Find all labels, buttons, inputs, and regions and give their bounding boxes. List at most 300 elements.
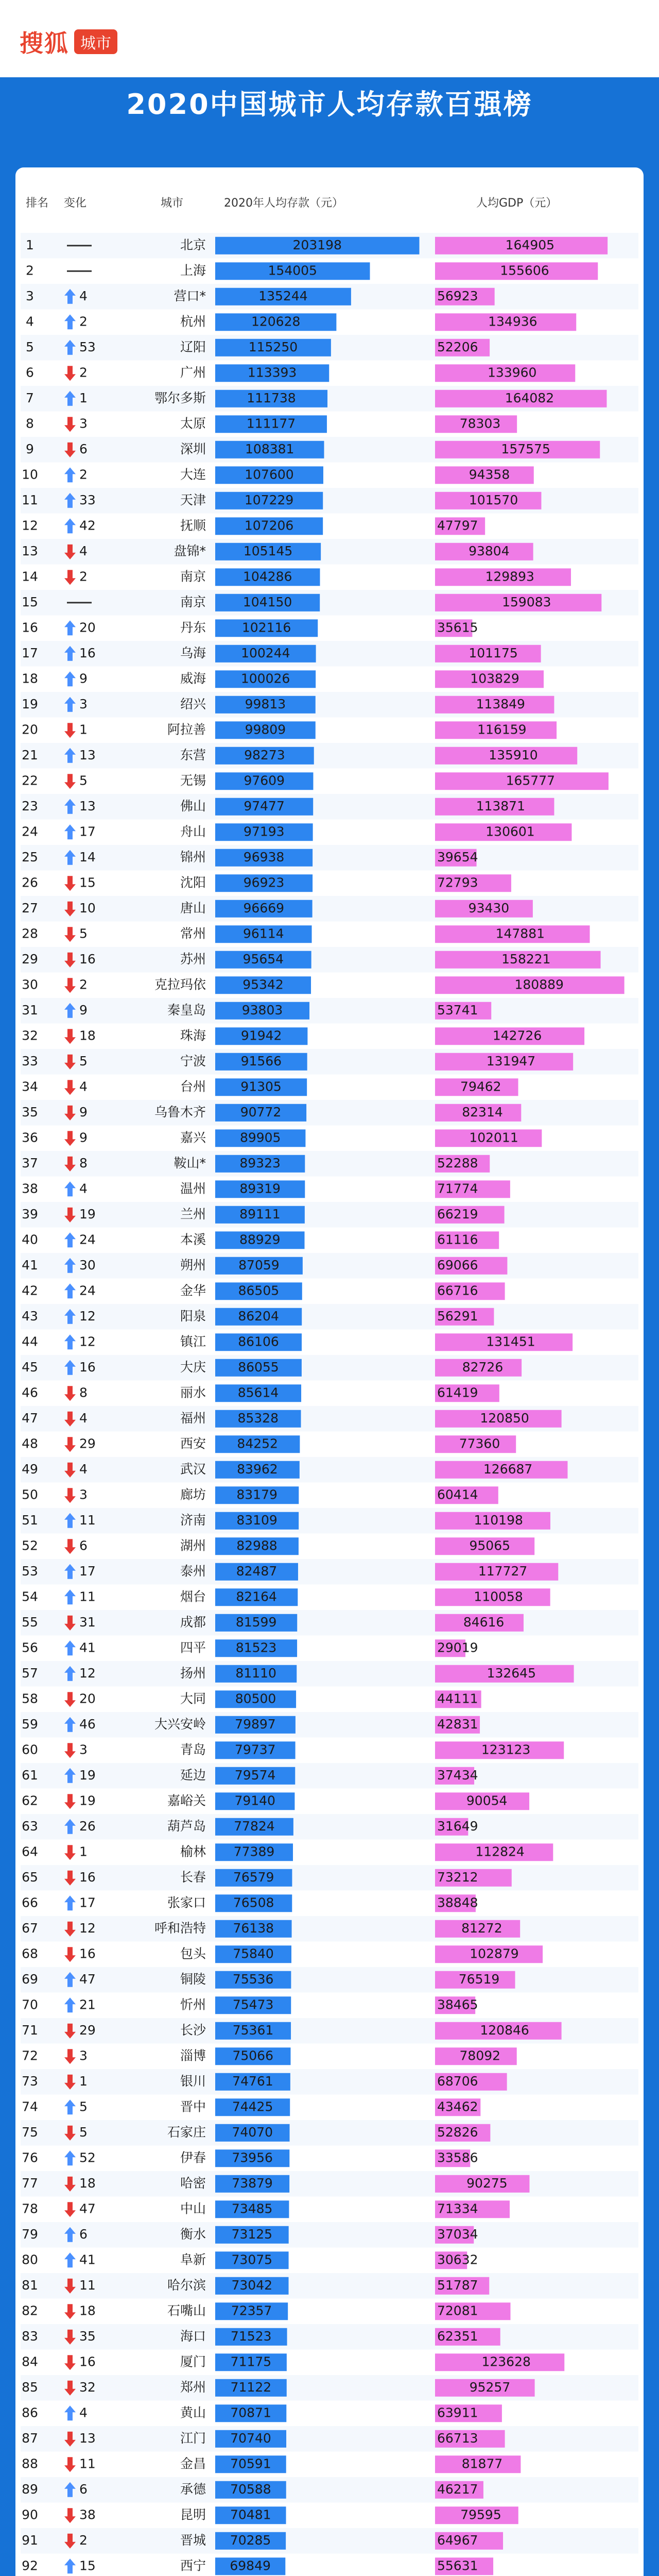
city-label: 乌鲁木齐 <box>154 1104 206 1120</box>
deposit-value: 96114 <box>243 926 284 941</box>
deposit-value: 74761 <box>232 2073 273 2089</box>
deposit-value: 81599 <box>235 1614 277 1630</box>
city-label: 辽阳 <box>180 339 206 354</box>
arrow-up-icon <box>64 2099 76 2114</box>
gdp-value: 56291 <box>437 1308 478 1324</box>
arrow-down-icon <box>64 2304 76 2319</box>
gdp-value: 37434 <box>437 1767 478 1783</box>
city-label: 大兴安岭 <box>154 1716 206 1732</box>
deposit-value: 81110 <box>235 1665 276 1681</box>
deposit-value: 107229 <box>244 492 294 507</box>
gdp-value: 60414 <box>437 1487 478 1502</box>
change-label: 15 <box>79 2558 96 2573</box>
gdp-value: 39654 <box>437 849 478 865</box>
city-label: 唐山 <box>180 900 206 916</box>
city-label: 佛山 <box>180 798 206 814</box>
row-background <box>21 1610 638 1636</box>
deposit-value: 86106 <box>238 1334 279 1349</box>
gdp-value: 155606 <box>500 263 549 278</box>
row-background <box>21 1253 638 1279</box>
deposit-value: 76579 <box>233 1869 274 1885</box>
change-label: 47 <box>79 2201 96 2216</box>
row-background <box>21 2069 638 2095</box>
deposit-value: 75473 <box>232 1997 274 2012</box>
rank-label: 3 <box>26 288 34 303</box>
rank-label: 81 <box>22 2277 38 2293</box>
city-label: 张家口 <box>167 1895 206 1910</box>
arrow-up-icon <box>64 824 76 839</box>
city-label: 西宁 <box>180 2558 206 2573</box>
deposit-value: 72357 <box>231 2303 272 2318</box>
deposit-value: 79574 <box>234 1767 276 1783</box>
change-label: 3 <box>79 1487 88 1502</box>
deposit-value: 82164 <box>236 1589 277 1604</box>
city-label: 葫芦岛 <box>167 1818 206 1834</box>
city-label: 嘉峪关 <box>167 1793 206 1808</box>
city-label: 天津 <box>180 492 206 507</box>
gdp-value: 55631 <box>437 2558 478 2573</box>
city-label: 深圳 <box>180 441 206 456</box>
rank-label: 31 <box>22 1002 38 1018</box>
city-label: 朔州 <box>180 1257 206 1273</box>
deposit-value: 77824 <box>234 1818 275 1834</box>
change-label: 13 <box>79 2430 96 2446</box>
rank-label: 72 <box>22 2048 38 2063</box>
city-label: 湖州 <box>180 1538 206 1553</box>
change-label: 24 <box>79 1232 96 1247</box>
rank-label: 60 <box>22 1742 38 1757</box>
rank-label: 18 <box>22 671 38 686</box>
gdp-value: 29019 <box>437 1640 478 1655</box>
arrow-up-icon <box>64 1181 76 1196</box>
deposit-value: 104286 <box>243 569 292 584</box>
gdp-value: 101175 <box>469 645 518 660</box>
deposit-value: 73956 <box>232 2150 273 2165</box>
city-label: 珠海 <box>180 1028 206 1043</box>
gdp-value: 81272 <box>461 1920 502 1936</box>
deposit-value: 73485 <box>231 2201 273 2216</box>
column-rank: 排名 <box>26 197 49 210</box>
change-label: 5 <box>79 926 88 941</box>
deposit-value: 82487 <box>236 1563 278 1579</box>
change-label: 2 <box>79 314 88 329</box>
gdp-value: 131947 <box>486 1053 536 1069</box>
arrow-up-icon <box>64 2252 76 2267</box>
city-label: 泰州 <box>180 1563 206 1579</box>
deposit-value: 79897 <box>235 1716 276 1732</box>
change-label: 29 <box>79 1436 96 1451</box>
gdp-value: 130601 <box>485 824 535 839</box>
gdp-value: 120850 <box>480 1410 529 1426</box>
rank-label: 74 <box>22 2099 38 2114</box>
gdp-value: 71774 <box>437 1181 478 1196</box>
city-label: 广州 <box>180 365 206 380</box>
city-label: 秦皇岛 <box>167 1002 206 1018</box>
city-label: 延边 <box>180 1767 206 1783</box>
gdp-value: 78092 <box>459 2048 501 2063</box>
change-label: 2 <box>79 569 88 584</box>
change-label: 31 <box>79 1614 96 1630</box>
rank-label: 87 <box>22 2430 38 2446</box>
rank-label: 22 <box>22 773 38 788</box>
deposit-value: 93803 <box>241 1002 283 1018</box>
gdp-value: 71334 <box>437 2201 478 2216</box>
change-label: 24 <box>79 1283 96 1298</box>
deposit-value: 96923 <box>243 875 285 890</box>
rank-label: 90 <box>22 2507 38 2522</box>
deposit-value: 108381 <box>245 441 294 456</box>
gdp-value: 56923 <box>437 288 478 303</box>
gdp-value: 62351 <box>437 2328 478 2344</box>
rank-label: 12 <box>22 518 38 533</box>
deposit-value: 73075 <box>231 2252 273 2267</box>
change-label: 19 <box>79 1793 96 1808</box>
change-label: 52 <box>79 2150 96 2165</box>
city-label: 本溪 <box>180 1232 206 1247</box>
rank-label: 32 <box>22 1028 38 1043</box>
change-label: 4 <box>79 1461 88 1477</box>
gdp-value: 180889 <box>514 977 564 992</box>
rank-label: 34 <box>22 1079 38 1094</box>
city-label: 淄博 <box>180 2048 206 2063</box>
deposit-value: 75536 <box>232 1971 274 1987</box>
city-label: 沈阳 <box>180 875 206 890</box>
deposit-value: 89111 <box>239 1206 281 1222</box>
gdp-value: 110058 <box>474 1589 523 1604</box>
change-label: 6 <box>79 2481 88 2497</box>
arrow-down-icon <box>64 1437 76 1452</box>
city-label: 阳泉 <box>180 1308 206 1324</box>
rank-label: 66 <box>22 1895 38 1910</box>
change-label: 1 <box>79 722 88 737</box>
arrow-up-icon <box>64 671 76 686</box>
deposit-value: 81523 <box>235 1640 277 1655</box>
rank-label: 65 <box>22 1869 38 1885</box>
gdp-value: 117727 <box>478 1563 528 1579</box>
deposit-value: 97477 <box>244 798 285 814</box>
arrow-down-icon <box>64 1029 76 1044</box>
gdp-value: 76519 <box>458 1971 500 1987</box>
row-background <box>21 1712 638 1738</box>
rank-label: 42 <box>22 1283 38 1298</box>
sohu-logo[interactable] <box>20 25 117 59</box>
deposit-value: 86204 <box>238 1308 279 1324</box>
gdp-value: 31649 <box>437 1818 478 1834</box>
deposit-value: 82988 <box>236 1538 278 1553</box>
city-label: 成都 <box>180 1614 206 1630</box>
row-background <box>21 2171 638 2197</box>
rank-label: 2 <box>26 263 34 278</box>
gdp-value: 42831 <box>437 1716 478 1732</box>
deposit-value: 73042 <box>231 2277 273 2293</box>
change-label: 2 <box>79 2532 88 2548</box>
row-background <box>21 2120 638 2146</box>
rank-label: 23 <box>22 798 38 814</box>
rank-label: 15 <box>22 594 38 609</box>
arrow-up-icon <box>64 1997 76 2012</box>
city-label: 温州 <box>180 1181 206 1196</box>
arrow-up-icon <box>64 2150 76 2165</box>
city-label: 黄山 <box>180 2405 206 2420</box>
change-label: 17 <box>79 1563 96 1579</box>
column-gdp: 人均GDP（元） <box>476 197 558 210</box>
city-label: 忻州 <box>180 1997 206 2012</box>
column-city: 城市 <box>161 197 184 210</box>
city-label: 嘉兴 <box>180 1130 206 1145</box>
change-label: 32 <box>79 2379 96 2395</box>
deposit-value: 154005 <box>268 263 317 278</box>
gdp-value: 84616 <box>463 1614 505 1630</box>
gdp-value: 37034 <box>437 2226 478 2242</box>
deposit-value: 75361 <box>232 2022 274 2038</box>
arrow-down-icon <box>64 1488 76 1503</box>
rank-label: 91 <box>22 2532 38 2548</box>
change-label: 2 <box>79 467 88 482</box>
change-label: 3 <box>79 1742 88 1757</box>
rank-label: 68 <box>22 1946 38 1961</box>
deposit-value: 76138 <box>233 1920 274 1936</box>
deposit-value: 102116 <box>241 620 291 635</box>
row-background <box>21 2477 638 2503</box>
city-label: 威海 <box>180 671 206 686</box>
rank-label: 59 <box>22 1716 38 1732</box>
city-label: 晋城 <box>180 2532 206 2548</box>
gdp-value: 47797 <box>437 518 478 533</box>
city-label: 哈密 <box>180 2175 206 2191</box>
rank-label: 46 <box>22 1385 38 1400</box>
city-label: 鄂尔多斯 <box>154 390 206 405</box>
row-background <box>21 998 638 1024</box>
gdp-value: 38848 <box>437 1895 478 1910</box>
rank-label: 45 <box>22 1359 38 1375</box>
city-label: 铜陵 <box>180 1971 206 1987</box>
city-label: 锦州 <box>180 849 206 865</box>
change-label: 3 <box>79 2048 88 2063</box>
city-label: 扬州 <box>180 1665 206 1681</box>
city-label: 营口* <box>174 288 206 303</box>
change-label: 12 <box>79 1920 96 1936</box>
city-label: 抚顺 <box>180 518 206 533</box>
change-label: 4 <box>79 1079 88 1094</box>
gdp-value: 52288 <box>437 1155 478 1171</box>
row-background <box>21 2375 638 2401</box>
deposit-value: 73879 <box>232 2175 273 2191</box>
city-label: 四平 <box>180 1640 206 1655</box>
city-label: 福州 <box>180 1410 206 1426</box>
gdp-value: 64967 <box>437 2532 478 2548</box>
change-label: 33 <box>79 492 96 507</box>
gdp-value: 131451 <box>486 1334 535 1349</box>
deposit-value: 77389 <box>233 1844 275 1859</box>
deposit-value: 70481 <box>230 2507 271 2522</box>
gdp-value: 73212 <box>437 1869 478 1885</box>
gdp-value: 134936 <box>488 314 537 329</box>
gdp-value: 66713 <box>437 2430 478 2446</box>
gdp-value: 132645 <box>487 1665 536 1681</box>
city-label: 大连 <box>180 467 206 482</box>
deposit-value: 70285 <box>230 2532 271 2548</box>
change-label: 1 <box>79 390 88 405</box>
rank-label: 75 <box>22 2124 38 2140</box>
row-background <box>21 1355 638 1381</box>
change-label: 1 <box>79 1844 88 1859</box>
change-label: 5 <box>79 2099 88 2114</box>
logo-badge: 城市 <box>74 29 117 54</box>
city-label: 绍兴 <box>180 696 206 711</box>
city-label: 乌海 <box>180 645 206 660</box>
change-label: 15 <box>79 875 96 890</box>
city-label: 哈尔滨 <box>167 2277 206 2293</box>
city-label: 舟山 <box>180 824 206 839</box>
arrow-up-icon <box>64 518 76 533</box>
gdp-value: 93804 <box>469 543 510 558</box>
city-label: 榆林 <box>180 1844 206 1859</box>
gdp-value: 66716 <box>437 1283 478 1298</box>
change-label: 16 <box>79 1359 96 1375</box>
city-label: 伊春 <box>180 2150 206 2165</box>
city-label: 鞍山* <box>174 1155 206 1171</box>
arrow-down-icon <box>64 2508 76 2523</box>
rank-label: 37 <box>22 1155 38 1171</box>
gdp-value: 126687 <box>483 1461 533 1477</box>
gdp-value: 44111 <box>437 1691 478 1706</box>
rank-label: 49 <box>22 1461 38 1477</box>
rank-label: 92 <box>22 2558 38 2573</box>
deposit-value: 95342 <box>242 977 284 992</box>
deposit-value: 74425 <box>232 2099 273 2114</box>
arrow-down-icon <box>64 723 76 738</box>
city-label: 西安 <box>180 1436 206 1451</box>
deposit-value: 75066 <box>232 2048 274 2063</box>
arrow-down-icon <box>64 927 76 942</box>
deposit-value: 69849 <box>230 2558 271 2573</box>
city-label: 昆明 <box>180 2507 206 2522</box>
deposit-value: 85328 <box>237 1410 279 1426</box>
change-label: 42 <box>79 518 96 533</box>
city-label: 镇江 <box>180 1334 206 1349</box>
gdp-value: 103829 <box>470 671 519 686</box>
deposit-value: 71523 <box>231 2328 272 2344</box>
change-label: 21 <box>79 1997 96 2012</box>
deposit-value: 91942 <box>240 1028 282 1043</box>
arrow-down-icon <box>64 876 76 891</box>
deposit-value: 71175 <box>230 2354 272 2369</box>
city-label: 郑州 <box>180 2379 206 2395</box>
change-label: 30 <box>79 1257 96 1273</box>
city-label: 太原 <box>180 416 206 431</box>
change-label: 5 <box>79 2124 88 2140</box>
city-label: 晋中 <box>180 2099 206 2114</box>
gdp-value: 90054 <box>466 1793 508 1808</box>
arrow-up-icon <box>64 1640 76 1655</box>
row-background <box>21 1916 638 1942</box>
city-label: 无锡 <box>180 773 206 788</box>
row-background <box>21 641 638 667</box>
gdp-value: 123123 <box>481 1742 531 1757</box>
deposit-value: 84252 <box>237 1436 278 1451</box>
change-label: 17 <box>79 1895 96 1910</box>
change-label: 46 <box>79 1716 96 1732</box>
change-label: 16 <box>79 645 96 660</box>
change-label: 2 <box>79 977 88 992</box>
deposit-value: 100026 <box>240 671 290 686</box>
gdp-value: 68706 <box>437 2073 478 2089</box>
row-background <box>21 2426 638 2452</box>
deposit-value: 113393 <box>247 365 297 380</box>
rank-label: 69 <box>22 1971 38 1987</box>
rank-label: 24 <box>22 824 38 839</box>
arrow-down-icon <box>64 1947 76 1962</box>
arrow-down-icon <box>64 570 76 585</box>
deposit-value: 89319 <box>239 1181 281 1196</box>
gdp-value: 112824 <box>475 1844 525 1859</box>
gdp-value: 35615 <box>437 620 478 635</box>
rank-label: 56 <box>22 1640 38 1655</box>
city-label: 东营 <box>180 747 206 762</box>
gdp-value: 30632 <box>437 2252 478 2267</box>
change-label: 9 <box>79 1002 88 1018</box>
rank-label: 33 <box>22 1053 38 1069</box>
deposit-value: 74070 <box>232 2124 273 2140</box>
change-label: 13 <box>79 798 96 814</box>
city-label: 大同 <box>180 1691 206 1706</box>
change-label: 16 <box>79 951 96 967</box>
rank-label: 1 <box>26 237 34 252</box>
deposit-value: 111177 <box>246 416 296 431</box>
city-label: 南京 <box>180 594 206 609</box>
city-label: 包头 <box>180 1946 206 1961</box>
rank-label: 63 <box>22 1818 38 1834</box>
city-label: 阿拉善 <box>167 722 206 737</box>
city-label: 青岛 <box>180 1742 206 1757</box>
city-label: 长春 <box>180 1869 206 1885</box>
change-label: 35 <box>79 2328 96 2344</box>
change-label: 14 <box>79 849 96 865</box>
city-label: 丹东 <box>180 620 206 635</box>
city-label: 江门 <box>180 2430 206 2446</box>
deposit-value: 73125 <box>231 2226 273 2242</box>
city-label: 长沙 <box>180 2022 206 2038</box>
arrow-down-icon <box>64 417 76 432</box>
change-label: 11 <box>79 1589 96 1604</box>
deposit-value: 98273 <box>244 747 285 762</box>
deposit-value: 97609 <box>244 773 285 788</box>
change-label: 5 <box>79 773 88 788</box>
change-label: 6 <box>79 441 88 456</box>
gdp-value: 66219 <box>437 1206 478 1222</box>
change-label: 6 <box>79 2226 88 2242</box>
rank-label: 14 <box>22 569 38 584</box>
deposit-value: 89323 <box>239 1155 281 1171</box>
city-label: 承德 <box>180 2481 206 2497</box>
rank-label: 38 <box>22 1181 38 1196</box>
gdp-value: 77360 <box>459 1436 500 1451</box>
ranking-chart <box>15 233 644 2576</box>
rank-label: 25 <box>22 849 38 865</box>
arrow-up-icon <box>64 620 76 635</box>
arrow-down-icon <box>64 1386 76 1401</box>
rank-label: 21 <box>22 747 38 762</box>
gdp-value: 120846 <box>480 2022 529 2038</box>
change-label: 12 <box>79 1308 96 1324</box>
deposit-value: 83109 <box>236 1512 278 1528</box>
rank-label: 26 <box>22 875 38 890</box>
rank-label: 39 <box>22 1206 38 1222</box>
city-label: 海口 <box>180 2328 206 2344</box>
gdp-value: 69066 <box>437 1257 478 1273</box>
city-label: 杭州 <box>180 314 206 329</box>
rank-label: 6 <box>26 365 34 380</box>
